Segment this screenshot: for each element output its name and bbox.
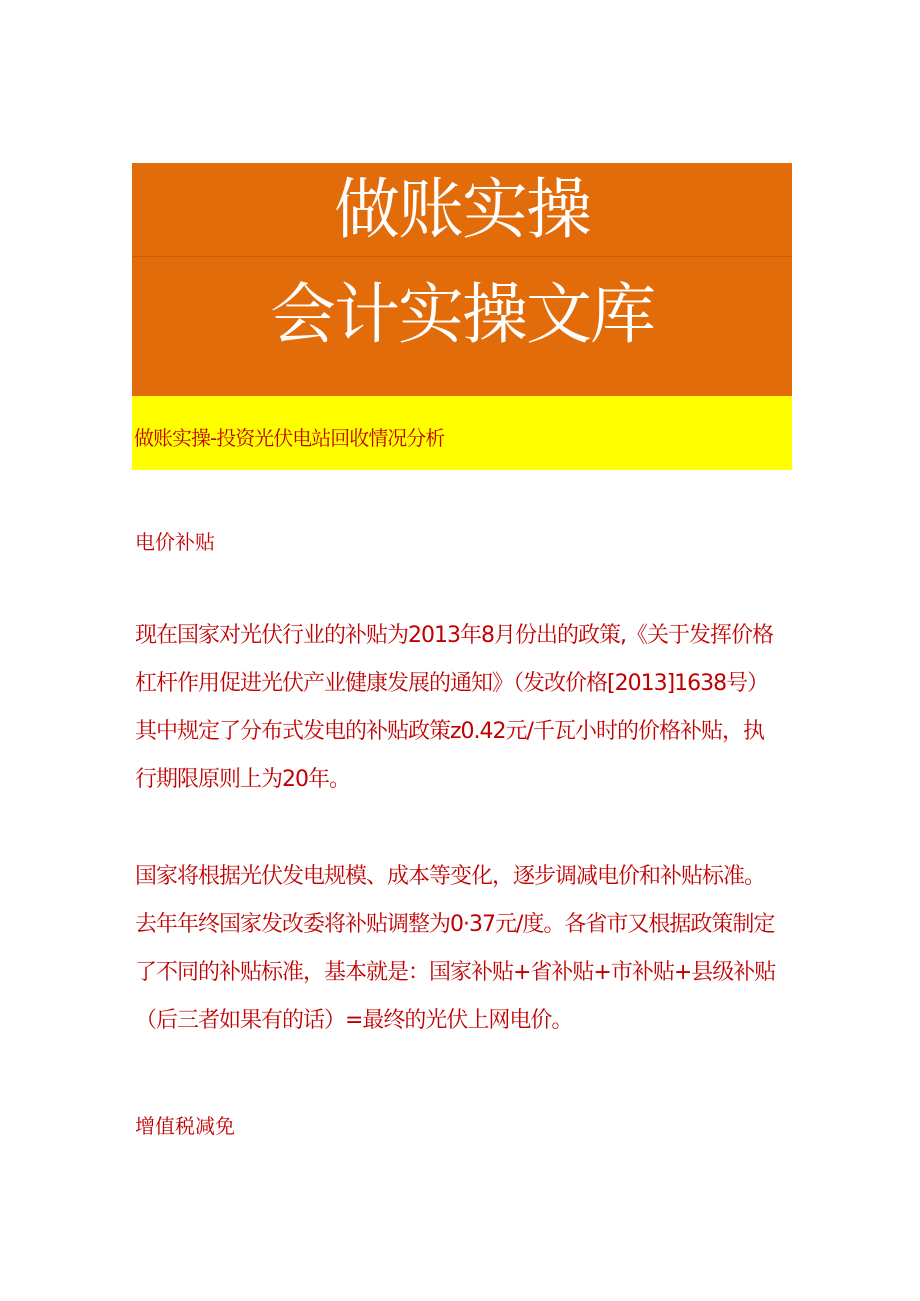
paragraph-subsidy-adjustment bbox=[135, 853, 795, 1045]
section-heading-vat-exemption: 增值税减免 bbox=[135, 1114, 235, 1138]
banner-divider bbox=[132, 256, 792, 257]
title-banner bbox=[132, 163, 792, 396]
paragraph-line: （后三者如果有的话）=最终的光伏上网电价。 bbox=[135, 1008, 573, 1033]
paragraph-line: 了不同的补贴标准，基本就是：国家补贴+省补贴+市补贴+县级补贴 bbox=[135, 960, 776, 985]
paragraph-line: 行期限原则上为20年。 bbox=[135, 767, 350, 792]
paragraph-line: 杠杆作用促进光伏产业健康发展的通知》（发改价格[2013]1638号） bbox=[135, 671, 769, 696]
paragraph-subsidy-policy bbox=[135, 612, 795, 804]
document-subtitle: 做账实操-投资光伏电站回收情况分析 bbox=[134, 426, 445, 450]
banner-title-line2: 会计实操文库 bbox=[270, 276, 654, 353]
section-heading-price-subsidy: 电价补贴 bbox=[135, 530, 215, 554]
paragraph-line: 现在国家对光伏行业的补贴为2013年8月份出的政策,《关于发挥价格 bbox=[135, 623, 773, 648]
subtitle-bar bbox=[132, 396, 792, 470]
banner-title-line1: 做账实操 bbox=[334, 171, 590, 248]
paragraph-line: 国家将根据光伏发电规模、成本等变化，逐步调减电价和补贴标准。 bbox=[135, 864, 766, 889]
paragraph-line: 其中规定了分布式发电的补贴政策z0.42元/千瓦小时的价格补贴，执 bbox=[135, 719, 764, 744]
paragraph-line: 去年年终国家发改委将补贴调整为0·37元/度。各省市又根据政策制定 bbox=[135, 912, 775, 937]
